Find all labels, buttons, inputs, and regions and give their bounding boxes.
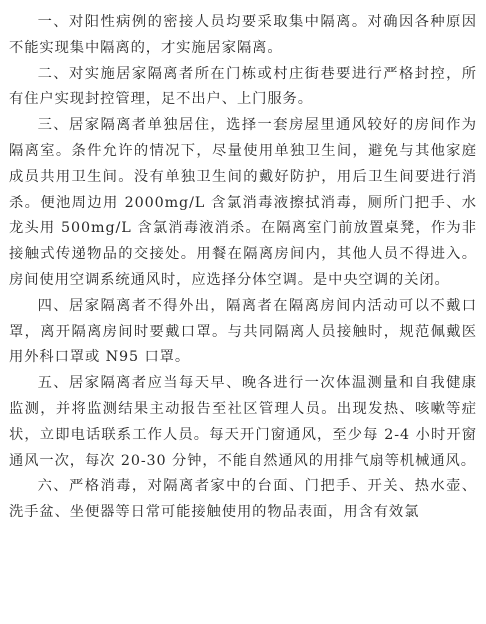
paragraph-mask-wearing: 四、居家隔离者不得外出，隔离者在隔离房间内活动可以不戴口罩，离开隔离房间时要戴口罩。与共同隔离人员接触时，规范佩戴医用外科口罩或 N95 口罩。	[9, 297, 477, 366]
paragraph-isolation-room: 三、居家隔离者单独居住，选择一套房屋里通风较好的房间作为隔离室。条件允许的情况下，尽量使用单独卫生间，避免与其他家庭成员共用卫生间。没有单独卫生间的戴好防护，用后卫生间要进行消杀。便池周边用 2000mg/L 含氯消毒液擦拭消毒，厕所门把手、水龙头用 500mg/L 含氯消毒液消杀。在隔离室门前放置桌凳，作为非接触式传递物品的交接处。用餐在隔离房间内，其他人员不得进入。房间使用空调系统通风时，应选择分体空调。是中央空调的关闭。	[9, 117, 477, 288]
paragraph-lockdown-control: 二、对实施居家隔离者所在门栋或村庄街巷要进行严格封控，所有住户实现封控管理，足不出户、上门服务。	[9, 65, 477, 108]
paragraph-health-monitoring: 五、居家隔离者应当每天早、晚各进行一次体温测量和自我健康监测，并将监测结果主动报告至社区管理人员。出现发热、咳嗽等症状，立即电话联系工作人员。每天开门窗通风，至少每 2-4 小时开窗通风一次，每次 20-30 分钟，不能自然通风的用排气扇等机械通风。	[9, 375, 477, 469]
paragraph-disinfection: 六、严格消毒，对隔离者家中的台面、门把手、开关、热水壶、洗手盆、坐便器等日常可能接触使用的物品表面，用含有效氯	[9, 478, 477, 521]
paragraph-centralized-isolation: 一、对阳性病例的密接人员均要采取集中隔离。对确因各种原因不能实现集中隔离的，才实施居家隔离。	[9, 14, 477, 56]
